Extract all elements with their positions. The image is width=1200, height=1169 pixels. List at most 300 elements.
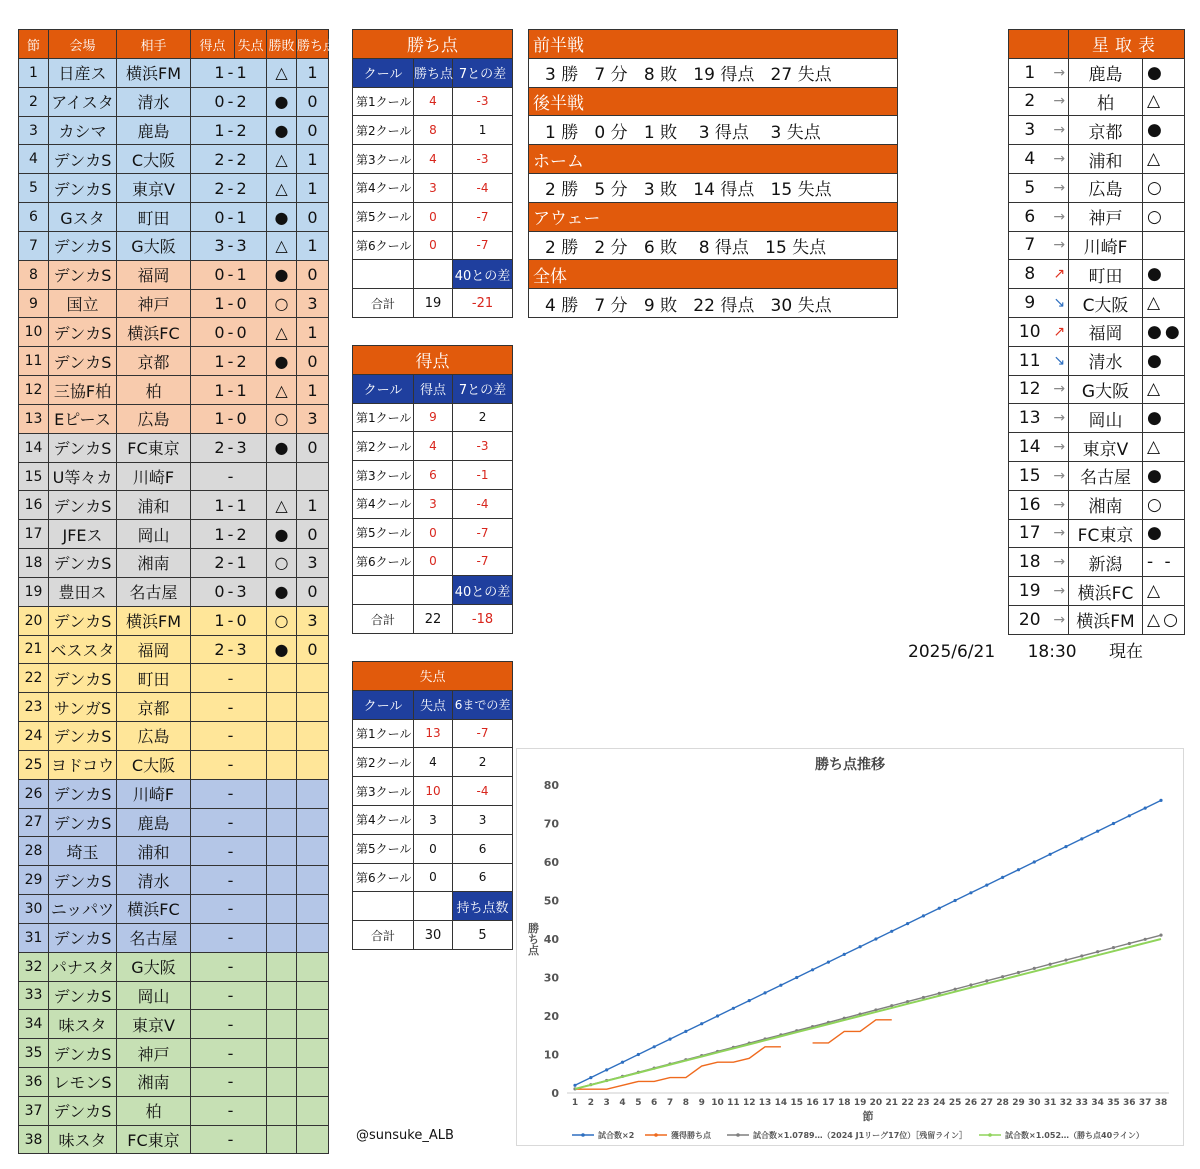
- result-mark: ●: [267, 577, 297, 606]
- cool-row: [353, 116, 513, 145]
- data-point: [573, 1084, 576, 1087]
- result-mark: ●: [267, 520, 297, 549]
- venue: デンカS: [49, 981, 117, 1010]
- rank-number: 9: [1009, 289, 1051, 318]
- team-name: C大阪: [1069, 289, 1143, 318]
- hoshitori-title: 星取表: [1069, 30, 1185, 59]
- goals-for: [191, 722, 227, 751]
- opponent: 東京V: [117, 1010, 191, 1039]
- goals-for: [191, 952, 227, 981]
- result-marks: △: [1143, 87, 1185, 116]
- match-row: [19, 203, 329, 232]
- summary-header-row: [529, 202, 898, 231]
- match-row: [19, 1039, 329, 1068]
- team-name: 湘南: [1069, 490, 1143, 519]
- team-name: 柏: [1069, 87, 1143, 116]
- hoshitori-row: [1009, 519, 1185, 548]
- venue: パナスタ: [49, 952, 117, 981]
- x-tick-label: 12: [742, 1098, 756, 1108]
- match-row: [19, 318, 329, 347]
- result-marks: △: [1143, 145, 1185, 174]
- cool-label: 第5クール: [353, 202, 414, 231]
- round-number: 31: [19, 923, 49, 952]
- match-points: 1: [297, 59, 329, 88]
- summary-value: 4 勝 7 分 9 敗 22 得点 30 失点: [529, 289, 898, 318]
- goals-for: [191, 1039, 227, 1068]
- data-point: [589, 1076, 592, 1079]
- score-dash: -: [227, 895, 235, 924]
- goals-header-diff: 7との差: [453, 374, 513, 403]
- match-points: [297, 722, 329, 751]
- goals-for: 1: [191, 376, 227, 405]
- result-mark: [267, 750, 297, 779]
- goals-for: [191, 923, 227, 952]
- result-marks: - -: [1143, 548, 1185, 577]
- match-points: [297, 895, 329, 924]
- data-point: [1064, 958, 1067, 961]
- match-points: [297, 866, 329, 895]
- venue: 埼玉: [49, 837, 117, 866]
- match-row: [19, 981, 329, 1010]
- conceded-header-value: 失点: [414, 690, 453, 719]
- x-tick-label: 33: [1075, 1098, 1089, 1108]
- round-number: 15: [19, 462, 49, 491]
- round-number: 37: [19, 1096, 49, 1125]
- match-points: 0: [297, 116, 329, 145]
- goals-by-cool-table: [352, 345, 513, 634]
- points-header-value: 勝ち点: [414, 58, 453, 87]
- goals-against: 2: [235, 347, 267, 376]
- goals-against: 2: [235, 87, 267, 116]
- hoshitori-row: [1009, 202, 1185, 231]
- match-points: [297, 750, 329, 779]
- venue: Eピース: [49, 404, 117, 433]
- rank-number: 12: [1009, 375, 1051, 404]
- data-point: [1080, 954, 1083, 957]
- match-row: [19, 895, 329, 924]
- match-points: 1: [297, 318, 329, 347]
- summary-label: 前半戦: [529, 30, 898, 59]
- data-point: [827, 961, 830, 964]
- score-dash: -: [227, 1010, 235, 1039]
- data-point: [1033, 860, 1036, 863]
- match-points: 0: [297, 203, 329, 232]
- goals-for: 2: [191, 433, 227, 462]
- hoshitori-row: [1009, 58, 1185, 87]
- hoshitori-row: [1009, 605, 1185, 634]
- opponent: 神戸: [117, 1039, 191, 1068]
- data-point: [843, 953, 846, 956]
- conceded-by-cool-table: [352, 661, 513, 950]
- match-row: [19, 1010, 329, 1039]
- venue: ニッパツ: [49, 895, 117, 924]
- score-dash: -: [227, 693, 235, 722]
- total-value: 22: [414, 605, 453, 634]
- round-number: 14: [19, 433, 49, 462]
- goals-against: [235, 779, 267, 808]
- series-line: [575, 1047, 781, 1089]
- opponent: 岡山: [117, 981, 191, 1010]
- cool-label: 第1クール: [353, 87, 414, 116]
- goals-for: 1: [191, 606, 227, 635]
- opponent: 名古屋: [117, 923, 191, 952]
- rank-trend-icon: ↘: [1051, 346, 1069, 375]
- hoshitori-table: [1008, 29, 1185, 635]
- goals-for: [191, 779, 227, 808]
- y-tick-label: 10: [543, 1048, 559, 1062]
- match-row: [19, 59, 329, 88]
- round-number: 25: [19, 750, 49, 779]
- goals-against: [235, 664, 267, 693]
- goals-against: [235, 837, 267, 866]
- opponent: 横浜FM: [117, 59, 191, 88]
- match-row: [19, 779, 329, 808]
- data-point: [637, 1053, 640, 1056]
- update-suffix: 現在: [1109, 642, 1144, 662]
- cool-row: [353, 547, 513, 576]
- total-row: [353, 289, 513, 318]
- team-name: 神戸: [1069, 202, 1143, 231]
- goals-for: 1: [191, 347, 227, 376]
- score-dash: -: [227, 1096, 235, 1125]
- data-point: [969, 983, 972, 986]
- data-point: [1033, 967, 1036, 970]
- y-tick-label: 70: [543, 817, 559, 831]
- opponent: 湘南: [117, 1067, 191, 1096]
- round-number: 3: [19, 116, 49, 145]
- venue: Gスタ: [49, 203, 117, 232]
- data-point: [985, 884, 988, 887]
- match-points: [297, 664, 329, 693]
- score-dash: -: [227, 376, 235, 405]
- data-point: [1128, 942, 1131, 945]
- match-points: 0: [297, 87, 329, 116]
- goals-for: 0: [191, 260, 227, 289]
- note-blank: [353, 576, 414, 605]
- summary-value: 2 勝 2 分 6 敗 8 得点 15 失点: [529, 231, 898, 260]
- round-number: 2: [19, 87, 49, 116]
- legend-marker: [988, 1133, 992, 1137]
- header-points: 勝ち点: [297, 30, 329, 59]
- x-tick-label: 10: [711, 1098, 724, 1108]
- hoshitori-row: [1009, 289, 1185, 318]
- x-tick-label: 20: [869, 1098, 883, 1108]
- cool-row: [353, 518, 513, 547]
- x-tick-label: 5: [635, 1098, 642, 1108]
- score-dash: -: [227, 923, 235, 952]
- data-point: [1112, 822, 1115, 825]
- opponent: 町田: [117, 203, 191, 232]
- round-number: 13: [19, 404, 49, 433]
- round-number: 33: [19, 981, 49, 1010]
- chart-svg: [517, 749, 1183, 1145]
- team-name: 浦和: [1069, 145, 1143, 174]
- goals-for: 1: [191, 289, 227, 318]
- cool-label: 第6クール: [353, 547, 414, 576]
- round-number: 26: [19, 779, 49, 808]
- cool-label: 第1クール: [353, 403, 414, 432]
- goals-against: 3: [235, 635, 267, 664]
- x-tick-label: 3: [603, 1098, 610, 1108]
- venue: デンカS: [49, 1039, 117, 1068]
- score-dash: -: [227, 59, 235, 88]
- venue: 豊田ス: [49, 577, 117, 606]
- goals-against: 1: [235, 549, 267, 578]
- result-marks: ●: [1143, 519, 1185, 548]
- result-marks: ●: [1143, 404, 1185, 433]
- total-value: 30: [414, 921, 453, 950]
- goals-header-value: 得点: [414, 374, 453, 403]
- opponent: 町田: [117, 664, 191, 693]
- points-progress-chart: [516, 748, 1184, 1146]
- cool-value: 13: [414, 719, 453, 748]
- opponent: 柏: [117, 1096, 191, 1125]
- goals-against: 2: [235, 116, 267, 145]
- round-number: 23: [19, 693, 49, 722]
- result-mark: ○: [267, 549, 297, 578]
- legend-label: 獲得勝ち点: [671, 1131, 711, 1140]
- goals-against: 1: [235, 59, 267, 88]
- round-number: 29: [19, 866, 49, 895]
- score-dash: -: [227, 1125, 235, 1154]
- cool-label: 第4クール: [353, 489, 414, 518]
- rank-number: 10: [1009, 317, 1051, 346]
- match-row: [19, 635, 329, 664]
- data-point: [1159, 934, 1162, 937]
- round-number: 38: [19, 1125, 49, 1154]
- opponent: C大阪: [117, 750, 191, 779]
- opponent: FC東京: [117, 433, 191, 462]
- x-tick-label: 19: [853, 1098, 867, 1108]
- result-marks: [1143, 231, 1185, 260]
- opponent: 柏: [117, 376, 191, 405]
- goals-for: [191, 981, 227, 1010]
- score-dash: -: [227, 635, 235, 664]
- x-tick-label: 21: [885, 1098, 899, 1108]
- goals-against: 0: [235, 289, 267, 318]
- cool-row: [353, 202, 513, 231]
- cool-row: [353, 863, 513, 892]
- match-row: [19, 923, 329, 952]
- match-points: 1: [297, 174, 329, 203]
- venue: サンガS: [49, 693, 117, 722]
- team-name: G大阪: [1069, 375, 1143, 404]
- summary-header-row: [529, 30, 898, 59]
- data-point: [1144, 807, 1147, 810]
- cool-value: 4: [414, 145, 453, 174]
- match-row: [19, 1096, 329, 1125]
- match-row: [19, 722, 329, 751]
- goals-against: [235, 866, 267, 895]
- note-blank: [414, 576, 453, 605]
- header-round: 節: [19, 30, 49, 59]
- data-point: [1159, 799, 1162, 802]
- cool-diff: -7: [453, 231, 513, 260]
- match-points: [297, 462, 329, 491]
- result-mark: ○: [267, 289, 297, 318]
- score-dash: -: [227, 145, 235, 174]
- hoshitori-row: [1009, 490, 1185, 519]
- cool-row: [353, 403, 513, 432]
- cool-value: 4: [414, 87, 453, 116]
- goals-for: [191, 866, 227, 895]
- match-points: 1: [297, 145, 329, 174]
- header-goals-for: 得点: [191, 30, 235, 59]
- result-mark: [267, 722, 297, 751]
- x-tick-label: 32: [1059, 1098, 1073, 1108]
- match-row: [19, 866, 329, 895]
- result-mark: △: [267, 491, 297, 520]
- x-tick-label: 27: [980, 1098, 994, 1108]
- note-blank: [353, 892, 414, 921]
- cool-diff: -4: [453, 173, 513, 202]
- match-points: [297, 1010, 329, 1039]
- cool-row: [353, 432, 513, 461]
- summary-value: 1 勝 0 分 1 敗 3 得点 3 失点: [529, 116, 898, 145]
- round-number: 32: [19, 952, 49, 981]
- data-point: [1001, 876, 1004, 879]
- cool-value: 0: [414, 547, 453, 576]
- cool-value: 3: [414, 173, 453, 202]
- hoshitori-row: [1009, 260, 1185, 289]
- match-row: [19, 750, 329, 779]
- y-axis-label: 勝ち点: [526, 922, 540, 956]
- data-point: [906, 922, 909, 925]
- x-tick-label: 35: [1107, 1098, 1120, 1108]
- cool-diff: 6: [453, 834, 513, 863]
- note-blank: [414, 892, 453, 921]
- opponent: 京都: [117, 693, 191, 722]
- opponent: 広島: [117, 722, 191, 751]
- hoshitori-row: [1009, 87, 1185, 116]
- score-dash: -: [227, 87, 235, 116]
- total-diff: 5: [453, 921, 513, 950]
- note-row: [353, 892, 513, 921]
- summary-header-row: [529, 260, 898, 289]
- result-mark: ●: [267, 260, 297, 289]
- rank-trend-icon: →: [1051, 577, 1069, 606]
- venue: カシマ: [49, 116, 117, 145]
- opponent: 横浜FC: [117, 895, 191, 924]
- match-table-header: [19, 30, 329, 59]
- round-number: 4: [19, 145, 49, 174]
- x-tick-label: 30: [1028, 1098, 1041, 1108]
- goals-against: [235, 1125, 267, 1154]
- goals-for: [191, 1067, 227, 1096]
- result-mark: [267, 808, 297, 837]
- data-point: [763, 991, 766, 994]
- score-dash: -: [227, 116, 235, 145]
- result-marks: △○: [1143, 605, 1185, 634]
- hoshitori-row: [1009, 577, 1185, 606]
- data-point: [954, 899, 957, 902]
- venue: 日産ス: [49, 59, 117, 88]
- result-mark: ○: [267, 404, 297, 433]
- goals-against: [235, 895, 267, 924]
- match-row: [19, 1125, 329, 1154]
- rank-trend-icon: →: [1051, 433, 1069, 462]
- result-mark: ○: [267, 606, 297, 635]
- total-row: [353, 605, 513, 634]
- goals-against: 3: [235, 577, 267, 606]
- goals-for: [191, 1010, 227, 1039]
- goals-against: 0: [235, 404, 267, 433]
- score-dash: -: [227, 606, 235, 635]
- result-marks: ●: [1143, 116, 1185, 145]
- cool-diff: 2: [453, 403, 513, 432]
- goals-for: [191, 808, 227, 837]
- round-number: 36: [19, 1067, 49, 1096]
- chart-title: 勝ち点推移: [815, 757, 885, 773]
- data-point: [874, 937, 877, 940]
- data-point: [700, 1022, 703, 1025]
- hoshitori-row: [1009, 346, 1185, 375]
- cool-value: 4: [414, 748, 453, 777]
- x-tick-label: 25: [948, 1098, 962, 1108]
- opponent: C大阪: [117, 145, 191, 174]
- venue: U等々カ: [49, 462, 117, 491]
- result-marks: △: [1143, 289, 1185, 318]
- data-point: [1017, 971, 1020, 974]
- x-tick-label: 1: [571, 1098, 579, 1108]
- note-label: 40との差: [453, 260, 513, 289]
- goals-for: 2: [191, 549, 227, 578]
- score-dash: -: [227, 750, 235, 779]
- opponent: 鹿島: [117, 808, 191, 837]
- hoshitori-blank: [1009, 30, 1069, 59]
- opponent: 横浜FM: [117, 606, 191, 635]
- header-venue: 会場: [49, 30, 117, 59]
- match-row: [19, 376, 329, 405]
- goals-against: 1: [235, 491, 267, 520]
- score-dash: -: [227, 1039, 235, 1068]
- score-dash: -: [227, 347, 235, 376]
- match-row: [19, 174, 329, 203]
- total-label: 合計: [353, 921, 414, 950]
- note-row: [353, 576, 513, 605]
- result-marks: ●: [1143, 346, 1185, 375]
- cool-row: [353, 231, 513, 260]
- rank-number: 20: [1009, 605, 1051, 634]
- goals-against: 1: [235, 260, 267, 289]
- score-dash: -: [227, 549, 235, 578]
- score-dash: -: [227, 260, 235, 289]
- cool-label: 第5クール: [353, 834, 414, 863]
- rank-number: 18: [1009, 548, 1051, 577]
- y-tick-label: 20: [543, 1010, 559, 1023]
- result-mark: [267, 664, 297, 693]
- hoshitori-row: [1009, 548, 1185, 577]
- round-number: 18: [19, 549, 49, 578]
- summary-label: 後半戦: [529, 87, 898, 116]
- venue: 味スタ: [49, 1010, 117, 1039]
- result-mark: [267, 1067, 297, 1096]
- goals-for: 2: [191, 635, 227, 664]
- conceded-table-title: 失点: [353, 662, 513, 691]
- round-number: 27: [19, 808, 49, 837]
- result-mark: ●: [267, 203, 297, 232]
- match-table: [18, 29, 337, 1154]
- venue: 国立: [49, 289, 117, 318]
- cool-value: 0: [414, 202, 453, 231]
- total-diff: -21: [453, 289, 513, 318]
- x-tick-label: 16: [806, 1098, 819, 1108]
- result-marks: ○: [1143, 202, 1185, 231]
- score-dash: -: [227, 491, 235, 520]
- rank-trend-icon: →: [1051, 605, 1069, 634]
- match-row: [19, 1067, 329, 1096]
- data-point: [1001, 975, 1004, 978]
